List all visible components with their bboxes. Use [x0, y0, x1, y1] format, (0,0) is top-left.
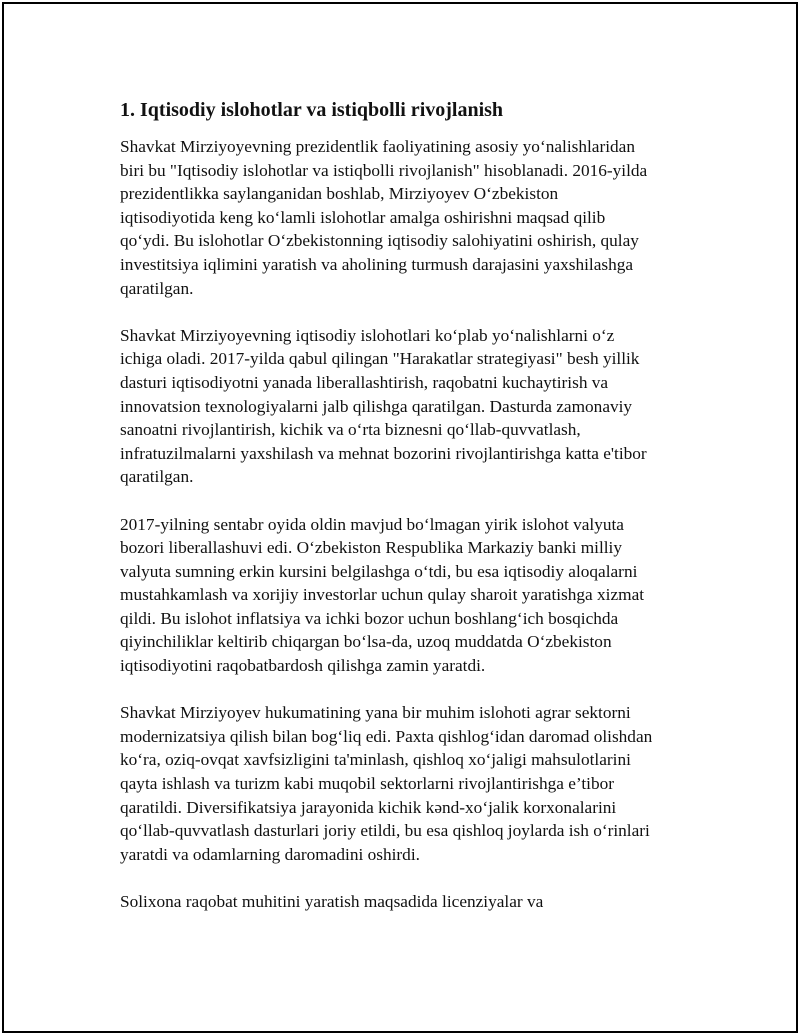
- text-line: innovatsion texnologiyalarni jalb qilishga qaratilgan. Dasturda zamonaviy: [120, 396, 633, 416]
- text-line: sanoatni rivojlantirish, kichik va o‘rta biznesni qo‘llab-quvvatlash,: [120, 420, 581, 440]
- text-line: qaratilgan.: [120, 278, 194, 298]
- section-heading: 1. Iqtisodiy islohotlar va istiqbolli rivojlanish: [120, 99, 504, 121]
- text-line: qo‘ydi. Bu islohotlar O‘zbekistonning iqtisodiy salohiyatini oshirish, qulay: [120, 231, 639, 251]
- document-body: [120, 97, 700, 937]
- text-line: iqtisodiyotida keng ko‘lamli islohotlar amalga oshirishni maqsad qilib: [120, 207, 606, 227]
- text-line: bozori liberallashuvi edi. O‘zbekiston Respublika Markaziy banki milliy: [120, 538, 623, 558]
- text-line: valyuta sumning erkin kursini belgilashga o‘tdi, bu esa iqtisodiy aloqalarni: [120, 561, 638, 581]
- paragraph-5: [120, 890, 700, 914]
- text-line: modernizatsiya qilish bilan bog‘liq edi. Paxta qishlog‘idan daromad olishdan: [120, 726, 653, 746]
- text-line: ichiga oladi. 2017-yilda qabul qilingan "Harakatlar strategiyasi" besh yillik: [120, 349, 640, 369]
- text-line: qo‘llab-quvvatlash dasturlari joriy etildi, bu esa qishloq joylarda ish o‘rinlari: [120, 821, 650, 841]
- text-line: Solixona raqobat muhitini yaratish maqsadida licenziyalar va: [120, 892, 544, 911]
- text-line: biri bu "Iqtisodiy islohotlar va istiqbolli rivojlanish" hisoblanadi. 2016-yilda: [120, 160, 648, 180]
- text-line: dasturi iqtisodiyotni yanada liberallashtirish, raqobatni kuchaytirish va: [120, 372, 609, 392]
- text-line: iqtisodiyotini raqobatbardosh qilishga zamin yaratdi.: [120, 656, 486, 676]
- text-line: qiyinchiliklar keltirib chiqargan bo‘lsa-da, uzoq muddatda O‘zbekiston: [120, 632, 612, 652]
- text-line: yaratdi va odamlarning daromadini oshirdi.: [120, 844, 420, 864]
- text-line: qildi. Bu islohot inflatsiya va ichki bozor uchun boshlang‘ich bosqichda: [120, 608, 619, 628]
- text-line: infratuzilmalarni yaxshilash va mehnat bozorini rivojlantirishga katta e'tibor: [120, 443, 647, 463]
- paragraph-4: [120, 701, 700, 866]
- paragraph-2: [120, 324, 700, 489]
- text-line: Shavkat Mirziyoyev hukumatining yana bir muhim islohoti agrar sektorni: [120, 703, 631, 723]
- text-line: qaratilgan.: [120, 467, 194, 487]
- text-line: mustahkamlash va xorijiy investorlar uchun qulay sharoit yaratishga xizmat: [120, 585, 645, 605]
- document-page: [2, 2, 798, 1033]
- text-line: Shavkat Mirziyoyevning iqtisodiy islohotlari ko‘plab yo‘nalishlarni o‘z: [120, 325, 615, 345]
- paragraph-1: [120, 135, 700, 300]
- text-line: qaratildi. Diversifikatsiya jarayonida kichik kənd-xo‘jalik korxonalarini: [120, 797, 617, 817]
- text-line: ko‘ra, oziq-ovqat xavfsizligini ta'minlash, qishloq xo‘jaligi mahsulotlarini: [120, 750, 631, 770]
- paragraph-3: [120, 513, 700, 678]
- text-line: Shavkat Mirziyoyevning prezidentlik faoliyatining asosiy yo‘nalishlaridan: [120, 137, 635, 156]
- text-line: investitsiya iqlimini yaratish va aholining turmush darajasini yaxshilashga: [120, 254, 634, 274]
- text-line: qayta ishlash va turizm kabi muqobil sektorlarni rivojlantirishga e’tibor: [120, 774, 615, 794]
- text-line: prezidentlikka saylanganidan boshlab, Mirziyoyev O‘zbekiston: [120, 184, 559, 204]
- text-line: 2017-yilning sentabr oyida oldin mavjud bo‘lmagan yirik islohot valyuta: [120, 514, 624, 534]
